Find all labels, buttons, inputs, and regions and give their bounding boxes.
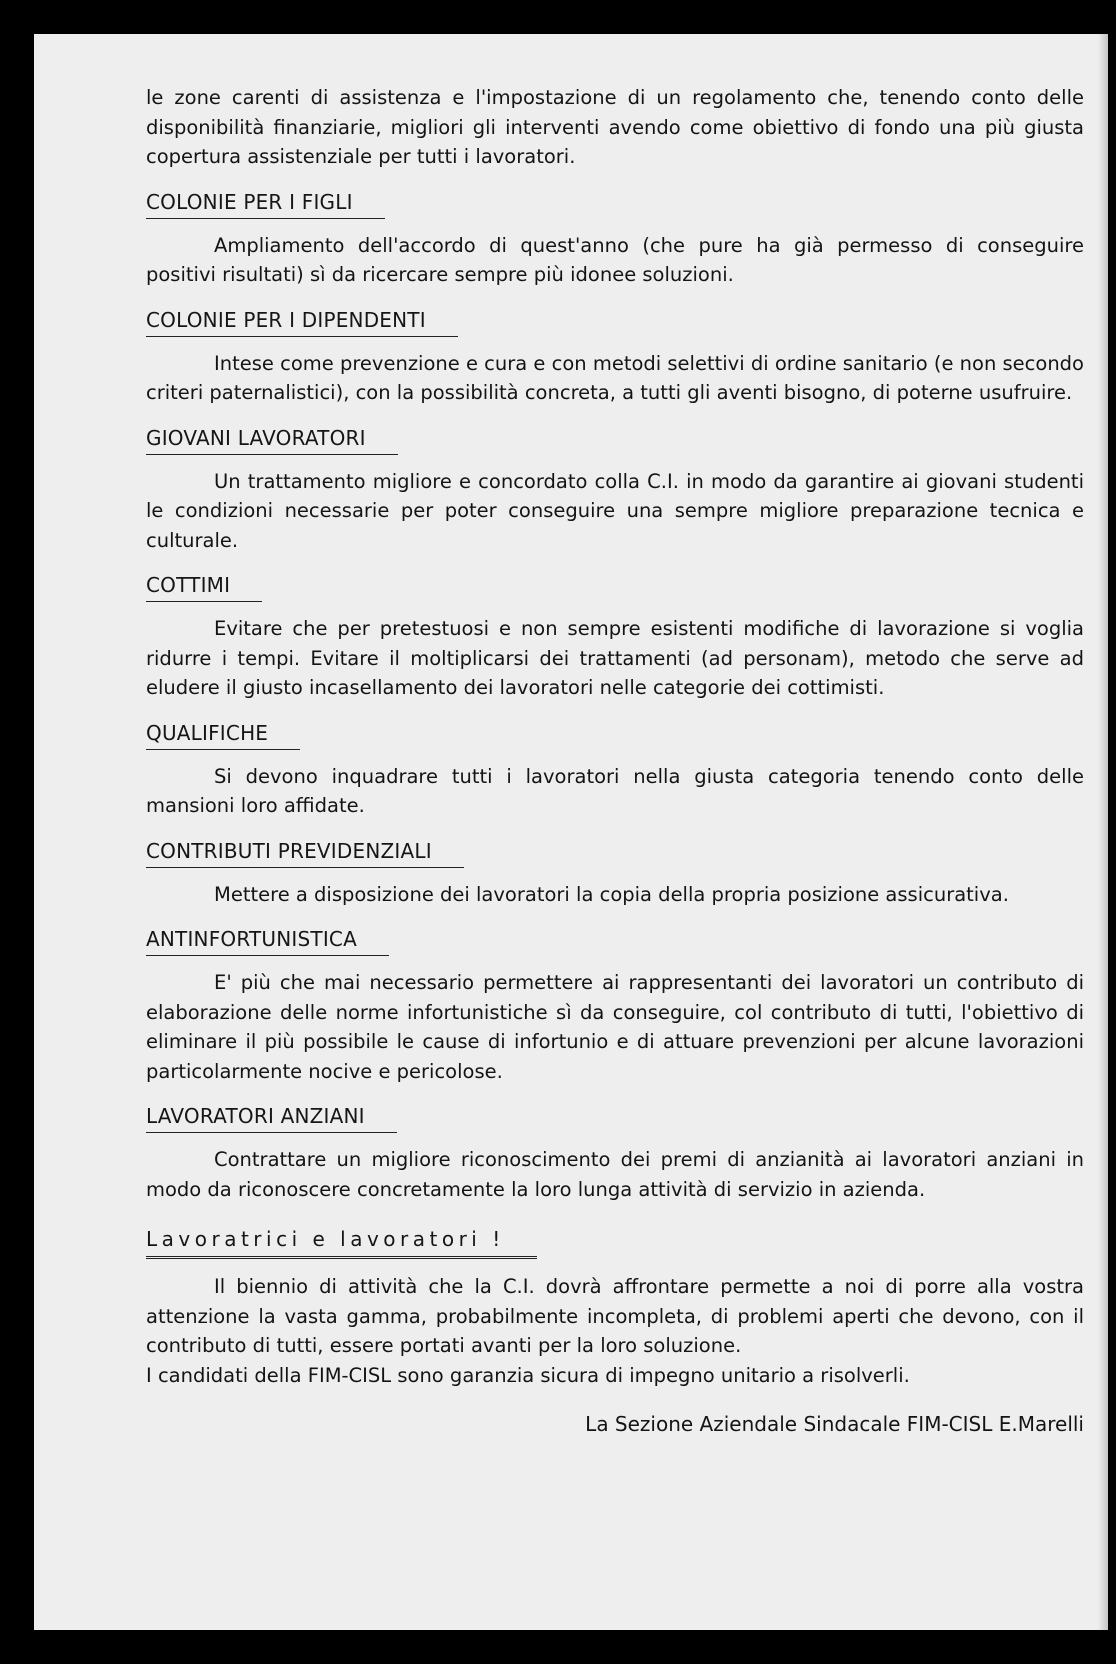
section-antinfortunistica [146,926,1084,1086]
section-lavoratori-anziani [146,1103,1084,1204]
intro-paragraph: le zone carenti di assistenza e l'impostazione di un regolamento che, tenendo conto delle disponibilità finanziarie, migliori gli interventi avendo come obiettivo di fondo una più giusta copertura assistenziale per tutti i lavoratori. [146,86,1084,168]
section-text: E' più che mai necessario permettere ai rappresentanti dei lavoratori un contributo di elaborazione delle norme infortunistiche sì da conseguire, col contributo di tutti, l'obiettivo di eliminare il più possibile le cause di infortunio e di attuare prevenzioni per alcune lavorazioni particolarmente nocive e pericolose. [146,971,1084,1083]
document-body [146,83,1084,1440]
document-page [34,34,1108,1630]
section-cottimi [146,572,1084,703]
closing-text: Il biennio di attività che la C.I. dovrà affrontare permette a noi di porre alla vostra attenzione la vasta gamma, probabilmente incompleta, di problemi aperti che devono, con il contributo di tutti, essere portati avanti per la loro soluzione. [146,1275,1084,1357]
section-contributi-previdenziali [146,838,1084,910]
section-heading: GIOVANI LAVORATORI [146,425,398,455]
section-qualifiche [146,720,1084,821]
section-text: Ampliamento dell'accordo di quest'anno (che pure ha già permesso di conseguire positivi risultati) sì da ricercare sempre più idonee soluzioni. [146,233,1084,286]
section-heading: LAVORATORI ANZIANI [146,1103,397,1133]
section-text: Un trattamento migliore e concordato colla C.I. in modo da garantire ai giovani studenti le condizioni necessarie per poter conseguire una sempre migliore preparazione tecnica e culturale. [146,469,1084,552]
section-heading: COLONIE PER I FIGLI [146,189,385,219]
section-heading: COLONIE PER I DIPENDENTI [146,307,458,337]
section-closing [146,1226,1084,1390]
section-text: Evitare che per pretestuosi e non sempre esistenti modifiche di lavorazione si voglia ridurre i tempi. Evitare il moltiplicarsi dei trattamenti (ad personam), metodo che serve ad eludere il giusto incasellamento dei lavoratori nelle categorie dei cottimisti. [146,617,1084,699]
section-text: Mettere a disposizione dei lavoratori la copia della propria posizione assicurativa. [214,882,1009,906]
section-heading: QUALIFICHE [146,720,300,750]
closing-text-candidates: I candidati della FIM-CISL sono garanzia sicura di impegno unitario a risolverli. [146,1363,910,1387]
section-heading: CONTRIBUTI PREVIDENZIALI [146,838,464,868]
section-heading: ANTINFORTUNISTICA [146,926,389,956]
section-colonie-dipendenti [146,307,1084,408]
section-giovani-lavoratori [146,425,1084,556]
section-text: Si devono inquadrare tutti i lavoratori nella giusta categoria tenendo conto delle mansioni loro affidate. [146,764,1084,817]
section-text: Intese come prevenzione e cura e con metodi selettivi di ordine sanitario (e non secondo criteri paternalistici), con la possibilità concreta, a tutti gli aventi bisogno, di poterne usufruire. [146,351,1084,404]
section-heading: COTTIMI [146,572,262,602]
section-colonie-figli [146,189,1084,290]
closing-heading: Lavoratrici e lavoratori ! [146,1226,537,1259]
section-text: Contrattare un migliore riconoscimento dei premi di anzianità ai lavoratori anziani in modo da riconoscere concretamente la loro lunga attività di servizio in azienda. [146,1148,1084,1201]
signature: La Sezione Aziendale Sindacale FIM-CISL E.Marelli [585,1412,1084,1436]
